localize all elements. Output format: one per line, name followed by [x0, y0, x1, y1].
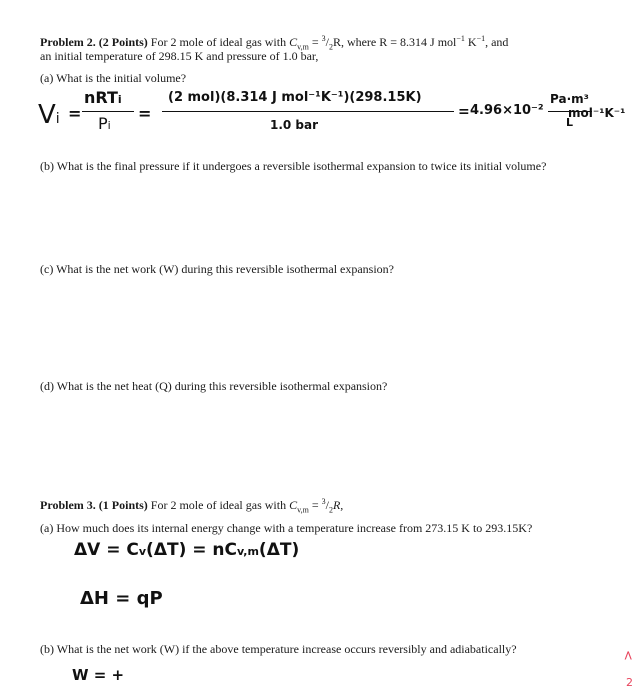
hw-frac1-den: Pi: [98, 114, 111, 133]
hw-eq3: =: [458, 104, 470, 120]
question-2a: (a) What is the initial volume?: [40, 71, 187, 85]
hw-eq1: =: [68, 104, 82, 123]
p3-cvm-frac-num: 3: [321, 497, 326, 506]
problem2-points: (2 Points): [98, 35, 148, 49]
page-number: 2: [626, 676, 633, 689]
handwriting-3a-line2: ΔH = qP: [80, 588, 163, 609]
hw-frac2-den: 1.0 bar: [270, 118, 319, 132]
unit-exp2: −1: [476, 34, 486, 43]
p3-cvm-eq: =: [311, 498, 322, 512]
question-2b: (b) What is the final pressure if it undergoes a reversible isothermal expansion to twice its initial volume?: [40, 159, 547, 173]
handwriting-2a: [38, 88, 634, 148]
unit-exp1: −1: [456, 34, 465, 43]
problem3-statement: Problem 3. (1 Points) For 2 mole of ideal gas with $C_{v,m} = ^3/_2R$,: [40, 497, 344, 515]
problem3-text: For 2 mole of ideal gas with: [150, 498, 287, 512]
p3-cvm-frac-den: 2: [328, 505, 333, 515]
p3-cvm-symbol: C: [289, 498, 298, 512]
cvm-eq: =: [311, 35, 322, 49]
hw-result: 4.96×10⁻²: [470, 103, 544, 118]
hw-unit-den: L: [566, 116, 574, 129]
question-3a: (a) How much does its internal energy change with a temperature increase from 273.15 K to 293.15K?: [40, 521, 533, 535]
problem2-heading: Problem 2.: [40, 35, 96, 49]
p3-cvm-r: R,: [332, 498, 344, 512]
cvm-frac-den: 2: [328, 42, 333, 52]
hw-eq2: =: [138, 104, 152, 123]
p3-cvm-sub: v,m: [297, 505, 309, 515]
cvm-symbol: C: [289, 35, 298, 49]
hw-frac1-line: [82, 111, 134, 112]
cvm-r: R, where R = 8.314 J mol: [332, 35, 457, 49]
problem3-points: (1 Points): [98, 498, 148, 512]
unit-k: K: [464, 35, 477, 49]
hw-v: Vi: [38, 100, 60, 130]
cvm-frac-num: 3: [321, 34, 326, 43]
cvm-sub: v,m: [297, 42, 309, 52]
handwriting-3a-line1: ΔV = Cv(ΔT) = nCv,m(ΔT): [74, 540, 300, 560]
problem2-statement: Problem 2. (2 Points) For 2 mole of ideal gas with $C_{v,m} = ^3/_2R$, where R = 8.314 J mol$^{-1}$ $K^{-1}$, and: [40, 34, 509, 52]
chevron-up-icon[interactable]: <: [619, 650, 635, 661]
hw-frac2-line: [162, 111, 454, 112]
hw-unit-num: Pa·m³: [550, 92, 589, 106]
handwriting-3b-line1: W = +: [72, 666, 125, 684]
problem2-statement-line2: an initial temperature of 298.15 K and pressure of 1.0 bar,: [40, 49, 319, 63]
problem2-text: For 2 mole of ideal gas with: [150, 35, 287, 49]
problem3-heading: Problem 3.: [40, 498, 96, 512]
problem2-text-end: , and: [485, 35, 509, 49]
hw-unit-tail: mol⁻¹K⁻¹: [568, 106, 626, 120]
question-2d: (d) What is the net heat (Q) during this reversible isothermal expansion?: [40, 379, 388, 393]
hw-frac1-num: nRTi: [84, 88, 122, 107]
hw-frac2-num: (2 mol)(8.314 J mol⁻¹K⁻¹)(298.15K): [168, 90, 422, 105]
question-3b: (b) What is the net work (W) if the above temperature increase occurs reversibly and adiabatically?: [40, 642, 517, 656]
question-2c: (c) What is the net work (W) during this reversible isothermal expansion?: [40, 262, 395, 276]
